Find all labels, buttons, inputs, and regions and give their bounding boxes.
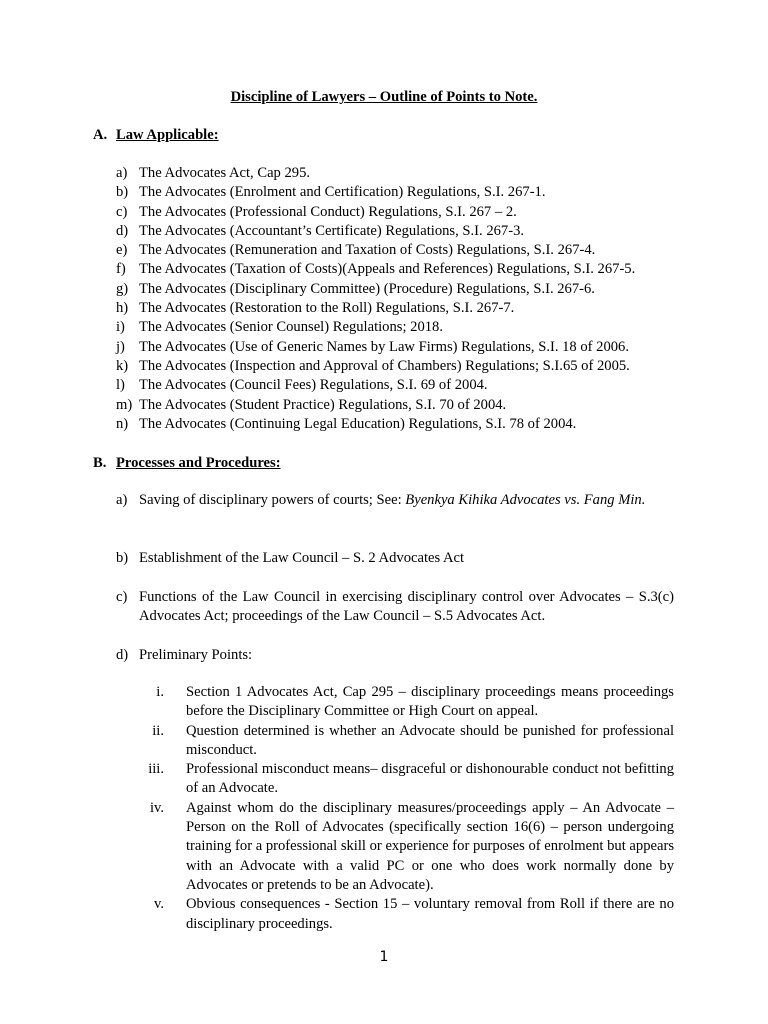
list-item-text: The Advocates (Remuneration and Taxation of Costs) Regulations, S.I. 267-4. xyxy=(139,242,596,259)
section-b-heading xyxy=(93,454,281,473)
list-marker: d) xyxy=(116,222,129,239)
list-item xyxy=(116,338,674,357)
list-marker: i. xyxy=(156,684,164,700)
list-marker: ii. xyxy=(152,722,164,739)
process-item-a xyxy=(116,491,674,510)
list-item-text: The Advocates (Inspection and Approval of Chambers) Regulations; S.I.65 of 2005. xyxy=(139,357,630,374)
list-item xyxy=(116,164,674,183)
list-item-text: Against whom do the disciplinary measures/proceedings apply – An Advocate – Person on the Roll of Advocates (specifically section 16(6) – person undergoing training for a professional skill or experience for purposes of enrolment but appears with an Advocate with a valid PC or one who does work normally done by Advocates or pretends to be an Advocate). xyxy=(186,799,674,893)
document-title: Discipline of Lawyers – Outline of Points to Note. xyxy=(230,89,538,105)
list-item xyxy=(116,376,674,395)
list-marker: l) xyxy=(116,377,125,394)
list-item xyxy=(116,203,674,222)
list-item xyxy=(140,799,674,895)
list-item-text: The Advocates (Council Fees) Regulations, S.I. 69 of 2004. xyxy=(139,377,488,394)
list-item xyxy=(116,183,674,202)
section-b-letter: B. xyxy=(93,455,107,471)
list-item-text: The Advocates (Disciplinary Committee) (Procedure) Regulations, S.I. 267-6. xyxy=(139,280,595,297)
list-item-text: The Advocates (Continuing Legal Education) Regulations, S.I. 78 of 2004. xyxy=(139,415,577,432)
list-marker: h) xyxy=(116,300,129,317)
list-item xyxy=(116,299,674,318)
list-item-text: Section 1 Advocates Act, Cap 295 – disciplinary proceedings means proceedings before the Disciplinary Committee or High Court on appeal. xyxy=(186,684,674,720)
section-b-title: Processes and Procedures: xyxy=(116,455,281,471)
list-marker: iv. xyxy=(149,799,164,816)
list-item xyxy=(116,222,674,241)
section-a-title: Law Applicable: xyxy=(116,127,219,143)
list-marker: g) xyxy=(116,280,129,297)
list-marker: v. xyxy=(154,896,164,913)
list-item-text: The Advocates (Student Practice) Regulations, S.I. 70 of 2004. xyxy=(139,396,507,413)
list-item xyxy=(140,895,674,934)
list-marker: a) xyxy=(116,492,128,508)
law-applicable-list xyxy=(116,164,674,434)
list-item-text: Obvious consequences - Section 15 – voluntary removal from Roll if there are no disciplinary proceedings. xyxy=(186,896,674,932)
list-item-text: The Advocates (Senior Counsel) Regulations; 2018. xyxy=(139,319,443,336)
list-item-text: The Advocates (Restoration to the Roll) Regulations, S.I. 267-7. xyxy=(139,300,515,317)
list-item-text: Question determined is whether an Advocate should be punished for professional misconduct. xyxy=(186,722,674,758)
preliminary-points-list xyxy=(140,683,674,934)
list-marker: j) xyxy=(116,338,125,355)
list-marker: k) xyxy=(116,357,129,374)
list-item-text: The Advocates Act, Cap 295. xyxy=(139,165,311,181)
list-item xyxy=(140,722,674,761)
case-citation: Byenkya Kihika Advocates vs. Fang Min. xyxy=(405,492,646,508)
list-item-text: Professional misconduct means– disgraceful or dishonourable conduct not befitting of an Advocate. xyxy=(186,761,674,797)
list-marker: c) xyxy=(116,203,128,220)
list-marker: f) xyxy=(116,261,126,278)
list-item-text: The Advocates (Accountant’s Certificate) Regulations, S.I. 267-3. xyxy=(139,222,525,239)
list-item-text: The Advocates (Enrolment and Certification) Regulations, S.I. 267-1. xyxy=(139,184,546,201)
list-marker: d) xyxy=(116,647,129,663)
list-marker: iii. xyxy=(148,761,164,778)
list-marker: n) xyxy=(116,415,129,432)
list-item-text: The Advocates (Professional Conduct) Regulations, S.I. 267 – 2. xyxy=(139,203,517,220)
list-item-text: The Advocates (Use of Generic Names by Law Firms) Regulations, S.I. 18 of 2006. xyxy=(139,338,630,355)
process-item-text xyxy=(139,491,674,510)
list-item xyxy=(116,415,674,434)
list-marker: a) xyxy=(116,165,128,181)
process-item-c-text: Functions of the Law Council in exercising disciplinary control over Advocates – S.3(c) Advocates Act; proceedings of the Law Council – S.5 Advocates Act. xyxy=(139,589,674,625)
process-item-b xyxy=(116,549,674,568)
process-item-d xyxy=(116,646,674,665)
process-item-d-text: Preliminary Points: xyxy=(139,647,253,663)
process-item-a-text: Saving of disciplinary powers of courts; See: xyxy=(139,492,406,508)
list-item-text: The Advocates (Taxation of Costs)(Appeals and References) Regulations, S.I. 267-5. xyxy=(139,261,636,278)
process-item-b-text: Establishment of the Law Council – S. 2 Advocates Act xyxy=(139,550,465,566)
list-item xyxy=(116,357,674,376)
list-marker: b) xyxy=(116,184,129,201)
list-marker: e) xyxy=(116,242,128,259)
list-marker: b) xyxy=(116,550,129,566)
list-item xyxy=(116,260,674,279)
list-marker: c) xyxy=(116,589,128,605)
list-item xyxy=(116,396,674,415)
page-number: 1 xyxy=(379,949,389,965)
process-item-c xyxy=(116,588,674,627)
section-a-letter: A. xyxy=(93,127,108,143)
list-item xyxy=(116,241,674,260)
list-item xyxy=(140,683,674,722)
list-marker: i) xyxy=(116,319,125,336)
section-a-heading xyxy=(93,126,219,145)
list-item xyxy=(116,318,674,337)
list-marker: m) xyxy=(116,396,133,413)
list-item xyxy=(116,280,674,299)
list-item xyxy=(140,760,674,799)
